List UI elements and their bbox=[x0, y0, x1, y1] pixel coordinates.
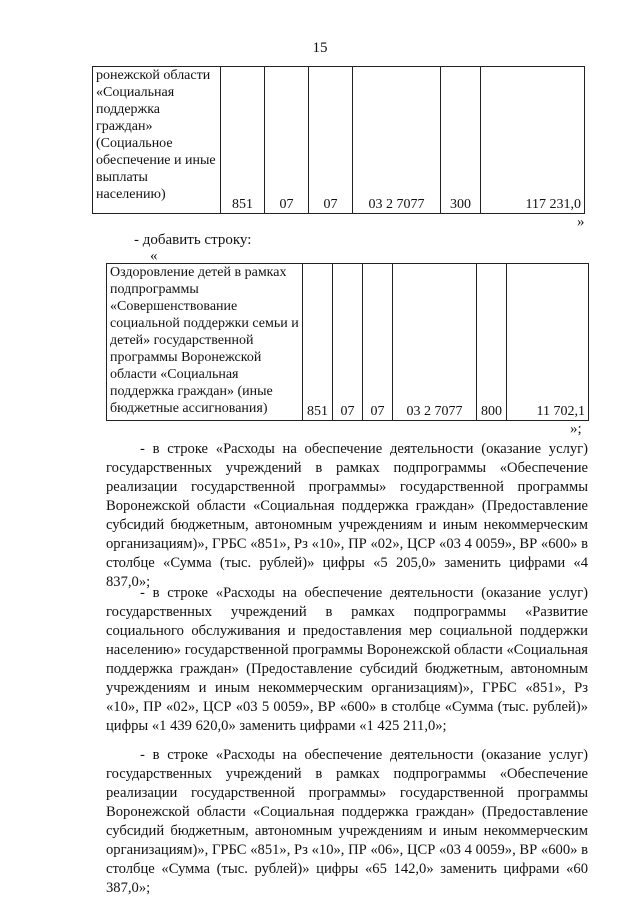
amendment-paragraph: - в строке «Расходы на обеспечение деятельности (оказание услуг) государственных учреждений в рамках подпрограммы «Развитие социального обслуживания и предоставления мер социальной поддержки населению» государственной программы Воронежской области «Социальная поддержка граждан» (Предоставление субсидий бюджетным, автономным учреждениям и иным некоммерческим организациям)», ГРБС «851», Рз «10», ПР «02», ЦСР «03 5 0059», ВР «600» в столбце «Сумма (тыс. рублей)» цифры «1 439 620,0» заменить цифрами «1 425 211,0»; bbox=[106, 585, 588, 734]
opening-quote: « bbox=[150, 248, 158, 264]
sum-cell: 117 231,0 bbox=[481, 67, 585, 214]
add-row-label: - добавить строку: bbox=[134, 232, 252, 248]
sum-cell: 11 702,1 bbox=[507, 264, 589, 421]
closing-quote: » bbox=[577, 214, 585, 230]
vr-cell: 800 bbox=[477, 264, 507, 421]
grbs-cell: 851 bbox=[303, 264, 333, 421]
pr-cell: 07 bbox=[309, 67, 353, 214]
pr-cell: 07 bbox=[363, 264, 393, 421]
table-row bbox=[93, 67, 585, 214]
amendment-paragraph: - в строке «Расходы на обеспечение деятельности (оказание услуг) государственных учреждений в рамках подпрограммы «Обеспечение реализации государственной программы» государственной программы Воронежской области «Социальная поддержка граждан» (Предоставление субсидий бюджетным, автономным учреждениям и иным некоммерческим организациям)», ГРБС «851», Рз «10», ПР «02», ЦСР «03 4 0059», ВР «600» в столбце «Сумма (тыс. рублей)» цифры «5 205,0» заменить цифрами «4 837,0»; bbox=[106, 441, 588, 590]
budget-table-row-continued bbox=[92, 66, 585, 214]
rz-cell: 07 bbox=[265, 67, 309, 214]
vr-cell: 300 bbox=[441, 67, 481, 214]
amendment-paragraph: - в строке «Расходы на обеспечение деятельности (оказание услуг) государственных учреждений в рамках подпрограммы «Обеспечение реализации государственной программы» государственной программы Воронежской области «Социальная поддержка граждан» (Предоставление субсидий бюджетным, автономным учреждениям и иным некоммерческим организациям)», ГРБС «851», Рз «10», ПР «06», ЦСР «03 4 0059», ВР «600» в столбце «Сумма (тыс. рублей)» цифры «65 142,0» заменить цифрами «60 387,0»; bbox=[106, 747, 588, 896]
row-description: ронежской области «Социальная поддержка граждан» (Социальное обеспечение и иные выплаты населению) bbox=[93, 67, 221, 214]
page-number: 15 bbox=[312, 40, 328, 56]
table-row bbox=[107, 264, 589, 421]
csr-cell: 03 2 7077 bbox=[353, 67, 441, 214]
budget-table-new-row bbox=[106, 263, 589, 421]
row-description: Оздоровление детей в рамках подпрограммы «Совершенствование социальной поддержки семьи и детей» государственной программы Воронежской области «Социальная поддержка граждан» (иные бюджетные ассигнования) bbox=[107, 264, 303, 421]
csr-cell: 03 2 7077 bbox=[393, 264, 477, 421]
grbs-cell: 851 bbox=[221, 67, 265, 214]
rz-cell: 07 bbox=[333, 264, 363, 421]
closing-quote: »; bbox=[570, 421, 582, 437]
